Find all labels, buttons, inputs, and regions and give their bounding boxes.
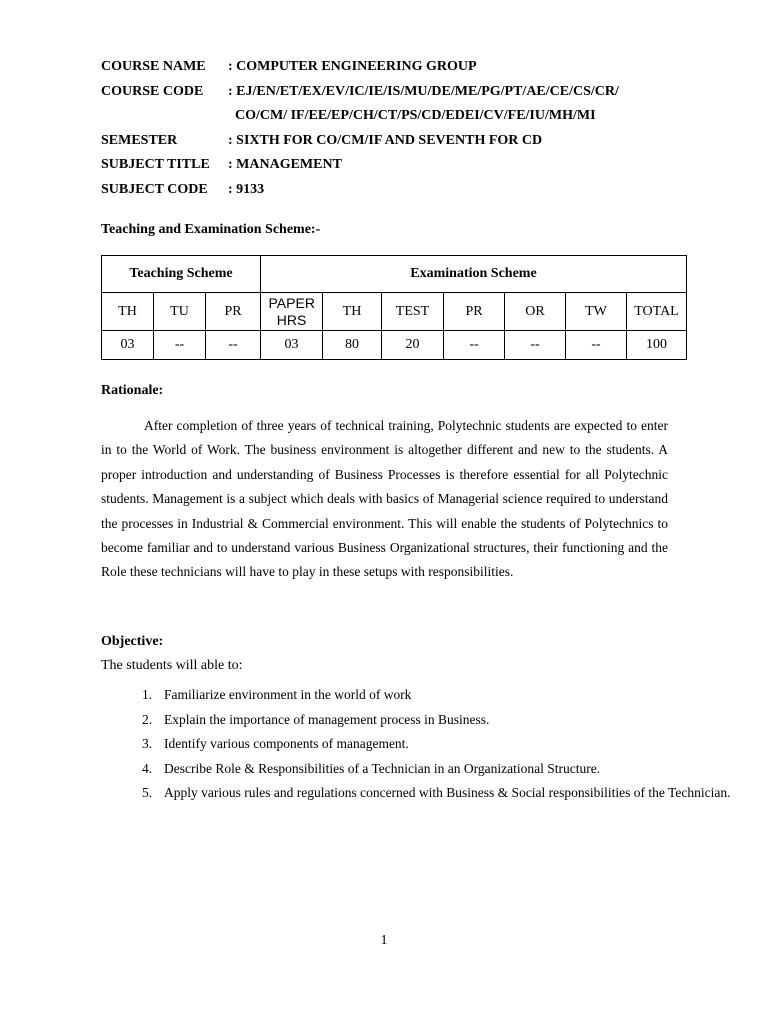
column-header: TU (154, 293, 206, 331)
course-details (101, 58, 701, 205)
course-name-value: : COMPUTER ENGINEERING GROUP (228, 59, 477, 74)
rationale-text: After completion of three years of technical training, Polytechnic students are expected to enter in to the World of Work. The business environment is altogether different and new to the students. A proper introduction and understanding of Business Processes is therefore essential for all Polytechnic students. Management is a subject which deals with basics of Managerial science required to understand the processes in Industrial & Commercial environment. This will enable the students of Polytechnics to become familiar and to understand various Business Organizational structures, their functioning and the Role these technicians will have to play in these setups with responsibilities. (101, 418, 668, 580)
table-cell: -- (505, 331, 566, 360)
course-code-row (101, 83, 701, 108)
subject-code-value: : 9133 (228, 181, 265, 197)
list-item-text: Apply various rules and regulations concerned with Business & Social responsibilities of the Technician. (164, 785, 731, 800)
course-code-label: COURSE CODE (101, 83, 204, 99)
column-header: TEST (382, 293, 444, 331)
objective-list (101, 683, 731, 806)
scheme-header-row (102, 256, 687, 293)
paper-hrs-label: PAPER HRS (268, 294, 315, 328)
list-item (142, 757, 731, 782)
list-item (142, 732, 731, 757)
table-cell: -- (206, 331, 261, 360)
subject-code-label: SUBJECT CODE (101, 181, 208, 197)
list-item-text: Identify various components of management. (164, 736, 409, 751)
column-header: TW (566, 293, 627, 331)
list-item-text: Explain the importance of management process in Business. (164, 711, 490, 727)
course-name-row (101, 58, 701, 83)
list-item (142, 781, 731, 806)
subject-title-row (101, 156, 701, 181)
objective-intro: The students will able to: (101, 658, 243, 673)
column-header-paper-hrs (261, 293, 323, 331)
scheme-heading: Teaching and Examination Scheme:- (101, 222, 321, 237)
table-cell: -- (154, 331, 206, 360)
list-item-text: Describe Role & Responsibilities of a Technician in an Organizational Structure. (164, 760, 601, 776)
table-cell: 80 (323, 331, 382, 360)
subject-title-value: : MANAGEMENT (228, 157, 342, 172)
column-header: TH (102, 293, 154, 331)
list-item (142, 683, 731, 708)
table-cell: 100 (627, 331, 687, 360)
list-number: 4. (142, 760, 153, 776)
table-cell: 03 (102, 331, 154, 360)
teaching-scheme-header: Teaching Scheme (102, 256, 261, 293)
course-name-label: COURSE NAME (101, 59, 206, 74)
column-header: TH (323, 293, 382, 331)
table-cell: -- (566, 331, 627, 360)
examination-scheme-header: Examination Scheme (261, 256, 687, 293)
scheme-table (101, 255, 687, 360)
table-cell: 20 (382, 331, 444, 360)
rationale-paragraph (101, 414, 668, 585)
course-code-value-line2: CO/CM/ IF/EE/EP/CH/CT/PS/CD/EDEI/CV/FE/IU/MH/MI (235, 108, 596, 123)
column-header: OR (505, 293, 566, 331)
list-number: 1. (142, 687, 153, 702)
objective-heading: Objective: (101, 634, 164, 649)
course-code-value-line1: : EJ/EN/ET/EX/EV/IC/IE/IS/MU/DE/ME/PG/PT/AE/CE/CS/CR/ (228, 83, 619, 99)
page-number: 1 (380, 933, 388, 948)
column-header: PR (206, 293, 261, 331)
subject-code-row (101, 181, 701, 206)
column-header: PR (444, 293, 505, 331)
semester-label: SEMESTER (101, 132, 178, 148)
list-number: 5. (142, 785, 153, 800)
semester-value: : SIXTH FOR CO/CM/IF AND SEVENTH FOR CD (228, 132, 543, 148)
semester-row (101, 132, 701, 157)
list-item (142, 708, 731, 733)
scheme-columns-row (102, 293, 687, 331)
column-header: TOTAL (627, 293, 687, 331)
rationale-heading: Rationale: (101, 383, 164, 398)
table-cell: 03 (261, 331, 323, 360)
course-code-continuation-row (101, 107, 701, 132)
table-cell: -- (444, 331, 505, 360)
list-number: 3. (142, 736, 153, 751)
list-item-text: Familiarize environment in the world of work (164, 687, 412, 702)
scheme-values-row (102, 331, 687, 360)
list-number: 2. (142, 711, 153, 727)
subject-title-label: SUBJECT TITLE (101, 157, 210, 172)
